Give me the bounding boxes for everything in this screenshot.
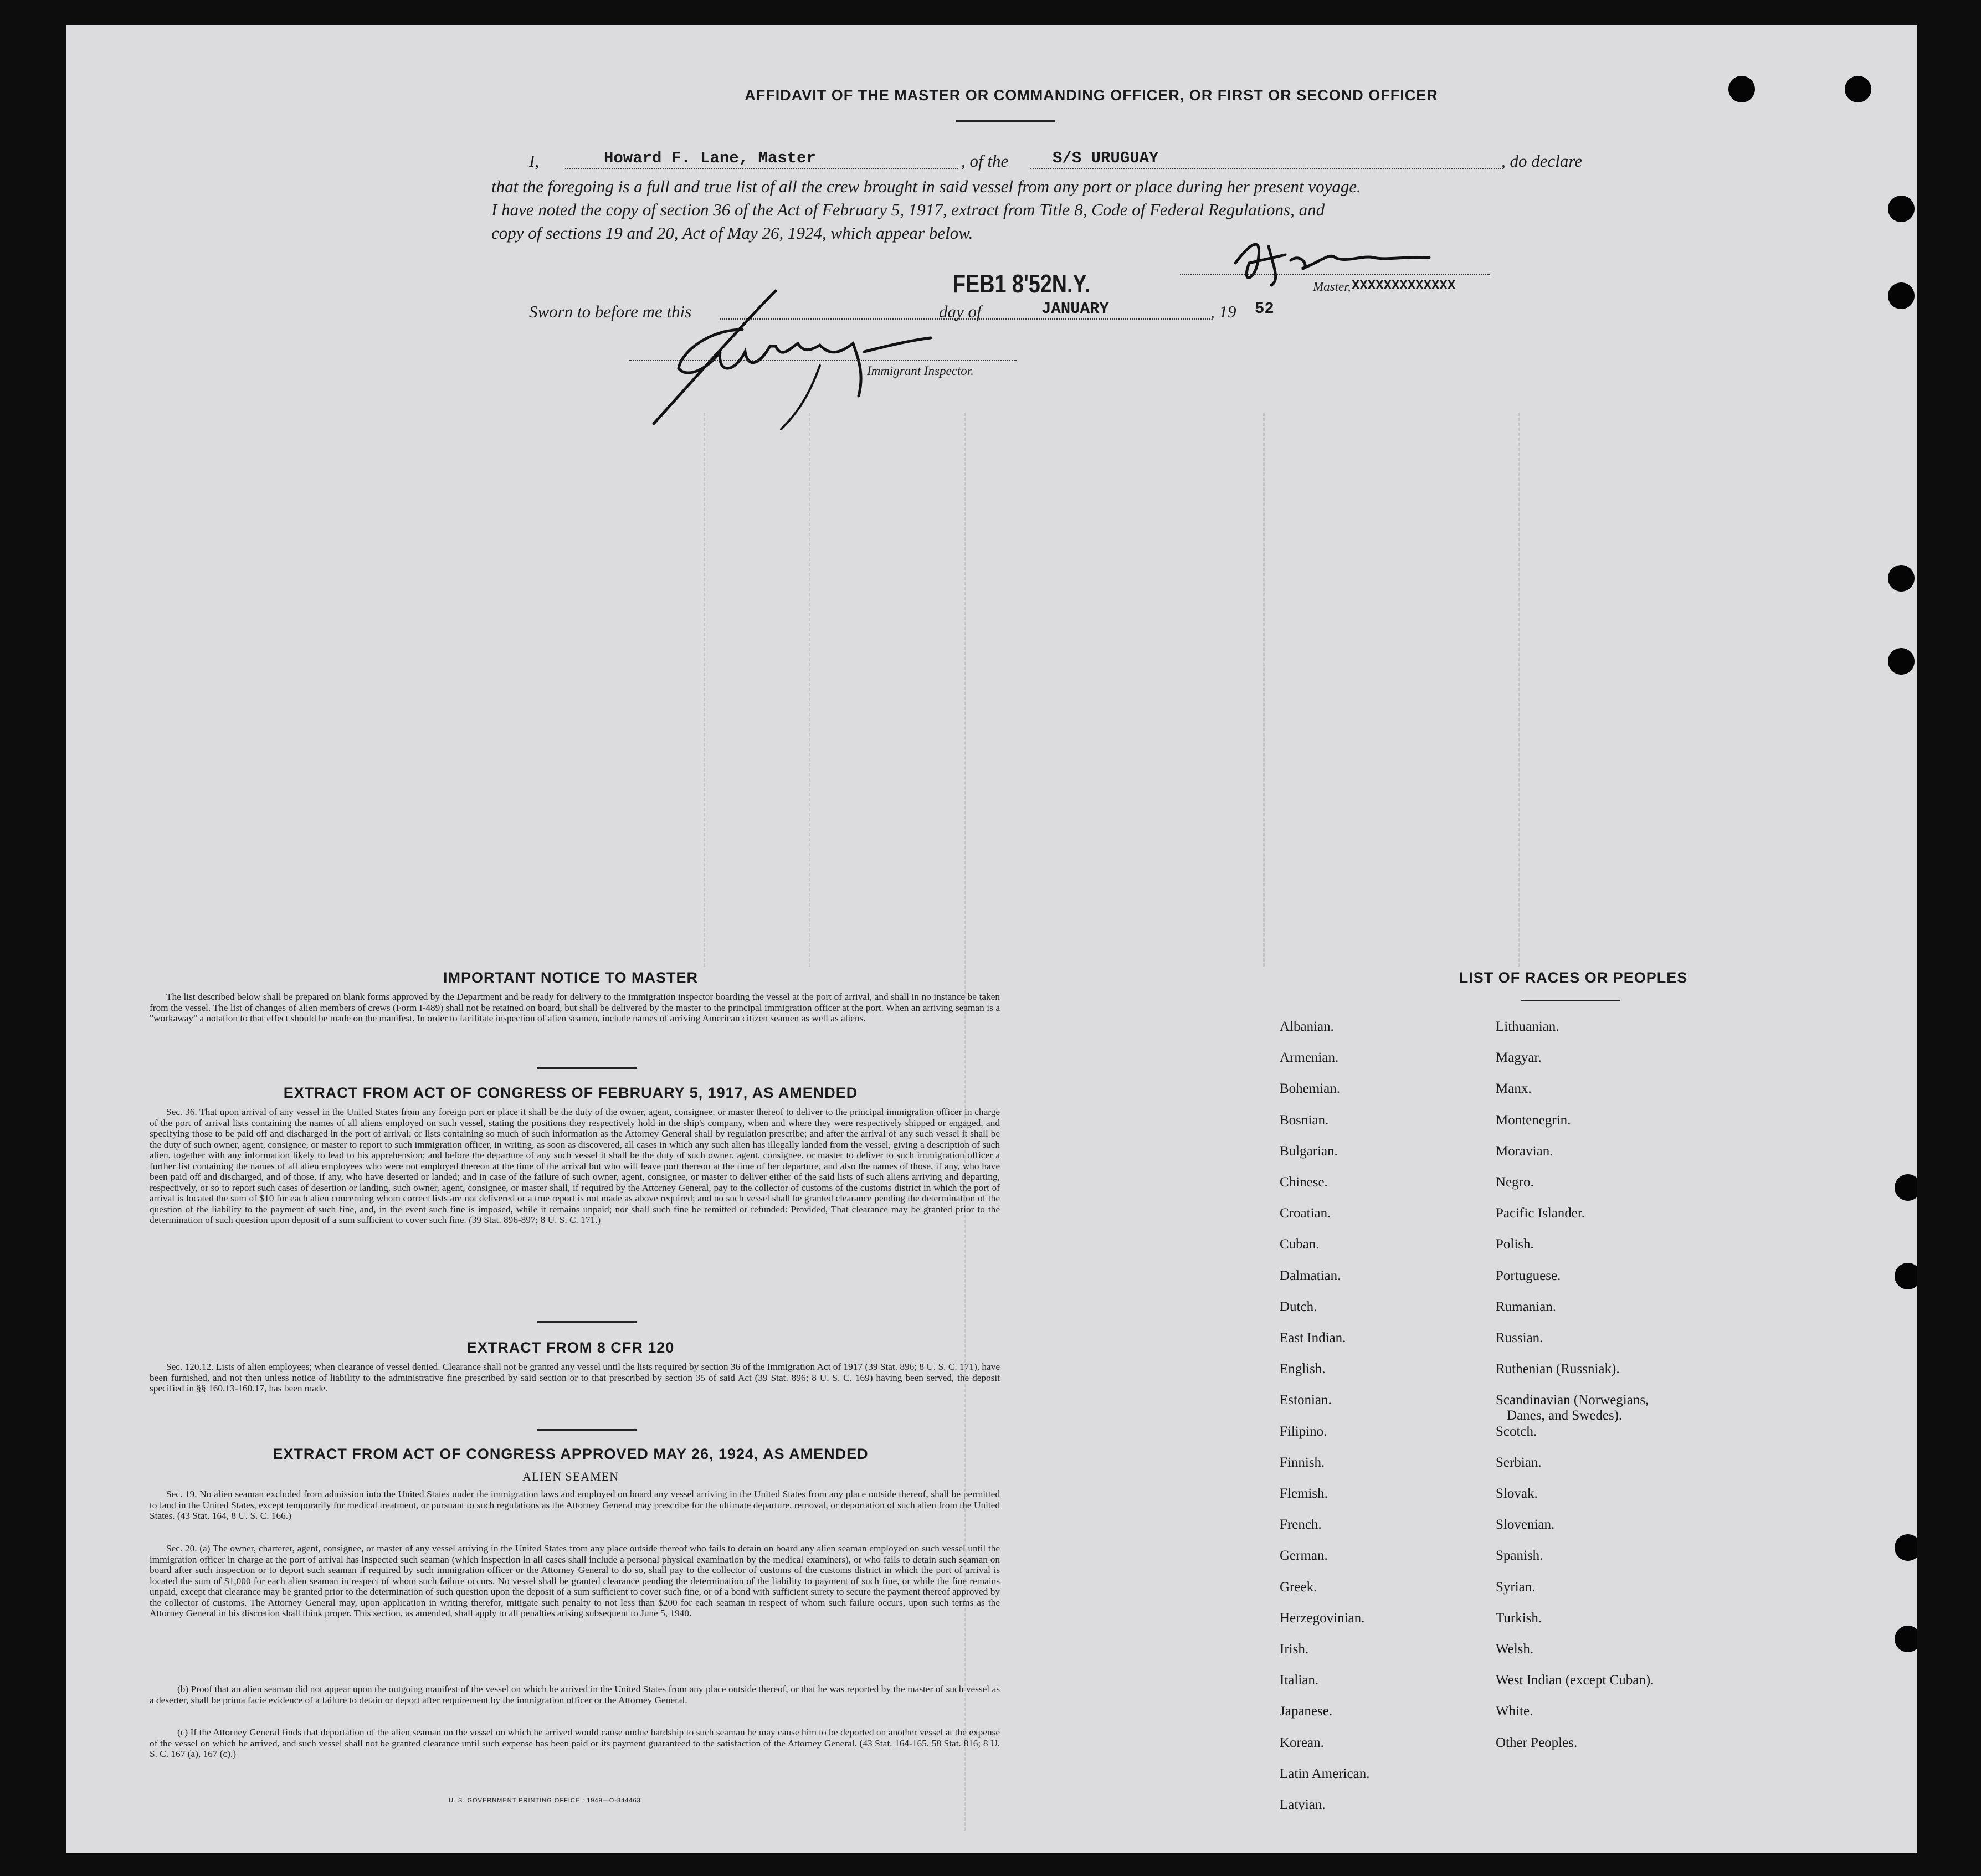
race-item: Herzegovinian. [1280, 1610, 1365, 1626]
race-item: Bohemian. [1280, 1081, 1341, 1097]
race-item: Syrian. [1496, 1579, 1536, 1595]
punch-hole [1895, 1263, 1917, 1289]
bleed-through-line [1263, 413, 1265, 967]
punch-hole [1895, 1174, 1917, 1201]
sworn-label: Sworn to before me this [529, 302, 692, 321]
punch-hole [1728, 76, 1755, 102]
master-struck-text: XXXXXXXXXXXXX [1352, 279, 1456, 294]
extract-1924-sec19: Sec. 19. No alien seaman excluded from admission into the United States under the immigration laws and employed on board any vessel arriving in the United States from any place outside thereof, shall be permitted to land in the United States, except temporarily for medical treatment, or pursuant to such regulations as the Attorney General may prescribe for the ultimate departure, removal, or deportation of such alien from the United States. (43 Stat. 164, 8 U. S. C. 166.) [150, 1489, 1000, 1521]
extract-1924-sec20a: Sec. 20. (a) The owner, charterer, agent, consignee, or master of any vessel arriving in the United States from any place outside thereof who fails to detain on board any alien seaman employed on such vessel until the immigration officer in charge at the port of arrival has inspected such seaman (which inspection in all cases shall include a personal physical examination by the medical examiners), or who fails to detain such seaman on board after such inspection or to deport such seaman if required by such immigration officer or the Attorney General to do so, shall pay to the collector of customs of the customs district in which the port of arrival is located the sum of $1,000 for each alien seaman in respect of whom such failure occurs. No vessel shall be granted clearance pending the determination of the liability to payment of such fine, or while the fine remains unpaid, except that clearance may be granted prior to the determination of such question upon the deposit of a sum sufficient to cover such fine, or of a bond with sufficient surety to secure the payment thereof approved by the collector of customs. The Attorney General may, upon application in writing therefor, mitigate such penalty to not less than $200 for each seaman in respect of whom such failure occurs, upon such terms as the Attorney General in his discretion shall think proper. This section, as amended, shall apply to all penalties arising subsequent to June 5, 1940. [150, 1543, 1000, 1618]
race-item: Korean. [1280, 1735, 1324, 1750]
affidavit-line-2: that the foregoing is a full and true list of all the crew brought in said vessel from any port or place during her present voyage. [491, 177, 1361, 196]
race-item: Serbian. [1496, 1454, 1542, 1470]
extract-1924-title: EXTRACT FROM ACT OF CONGRESS APPROVED MAY 26, 1924, AS AMENDED [273, 1446, 869, 1462]
master-name: Howard F. Lane, Master [604, 149, 816, 167]
punch-hole [1888, 282, 1915, 309]
race-item: Portuguese. [1496, 1268, 1561, 1283]
affidavit-of-the: , of the [961, 151, 1009, 171]
bleed-through-line [704, 413, 705, 967]
divider [956, 120, 1055, 122]
race-item: Irish. [1280, 1642, 1309, 1657]
affidavit-do-declare: , do declare [1501, 151, 1583, 171]
alien-seamen-subtitle: ALIEN SEAMEN [522, 1469, 619, 1483]
notice-title: IMPORTANT NOTICE TO MASTER [443, 969, 698, 986]
dotted-line [994, 318, 1210, 320]
race-item: Slovak. [1496, 1486, 1538, 1501]
race-item: Spanish. [1496, 1548, 1543, 1564]
inspector-label: Immigrant Inspector. [867, 364, 974, 378]
sworn-year: 52 [1255, 300, 1274, 318]
race-item: Croatian. [1280, 1206, 1331, 1221]
race-item: Other Peoples. [1496, 1735, 1578, 1750]
race-item: Scandinavian (Norwegians, [1496, 1392, 1649, 1408]
punch-hole [1895, 1534, 1917, 1561]
race-item: Scotch. [1496, 1423, 1537, 1439]
punch-hole [1888, 648, 1915, 675]
race-item: Turkish. [1496, 1610, 1542, 1626]
affidavit-i: I, [529, 151, 540, 171]
vessel-name: S/S URUGUAY [1053, 149, 1159, 167]
race-item: Greek. [1280, 1579, 1317, 1595]
race-item: White. [1496, 1704, 1533, 1719]
race-item: English. [1280, 1361, 1326, 1377]
race-item: Pacific Islander. [1496, 1206, 1585, 1221]
race-item: Flemish. [1280, 1486, 1328, 1501]
document-sheet [66, 25, 1917, 1853]
race-item: West Indian (except Cuban). [1496, 1673, 1654, 1688]
punch-hole [1895, 1626, 1917, 1652]
master-signature-line [1180, 274, 1490, 275]
bleed-through-line [809, 413, 810, 967]
race-item: Estonian. [1280, 1392, 1332, 1408]
punch-hole [1845, 76, 1871, 102]
master-label: Master, [1313, 280, 1351, 294]
race-item: Russian. [1496, 1330, 1543, 1345]
race-item: Rumanian. [1496, 1299, 1557, 1314]
race-item: Cuban. [1280, 1237, 1320, 1252]
race-item: Chinese. [1280, 1175, 1328, 1190]
race-item: Armenian. [1280, 1050, 1339, 1066]
race-item: Moravian. [1496, 1143, 1553, 1159]
divider [1521, 1000, 1620, 1001]
bleed-through-line [1518, 413, 1520, 967]
extract-cfr-title: EXTRACT FROM 8 CFR 120 [466, 1339, 675, 1356]
sworn-month: JANUARY [1041, 300, 1109, 318]
race-item: Italian. [1280, 1673, 1319, 1688]
divider [537, 1429, 637, 1431]
race-item: Ruthenian (Russniak). [1496, 1361, 1620, 1377]
divider [537, 1321, 637, 1323]
divider [537, 1067, 637, 1069]
race-item: French. [1280, 1517, 1322, 1533]
extract-cfr-text: Sec. 120.12. Lists of alien employees; when clearance of vessel denied. Clearance shall not be granted any vessel until the lists required by section 36 of the Immigration Act of 1917 (39 Stat. 896; 8 U. S. C. 171), have been furnished, and not then unless notice of liability to the administrative fine prescribed by said section or to that prescribed by section 35 of said Act (39 Stat. 896; 8 U. S. C. 169) having been served, the deposit specified in §§ 160.13-160.17, has been made. [150, 1361, 1000, 1394]
race-item: Polish. [1496, 1237, 1534, 1252]
extract-1924-sec20c: (c) If the Attorney General finds that deportation of the alien seaman on the vessel on which he arrived would cause undue hardship to such seaman he may cause him to be deported on another vessel at the expense of the vessel on which he arrived, and such vessel shall not be granted clearance until such expense has been paid or its payment guaranteed to the satisfaction of the Attorney General. (43 Stat. 164-165, 58 Stat. 816; 8 U. S. C. 167 (a), 167 (c).) [150, 1727, 1000, 1759]
extract-1917-text: Sec. 36. That upon arrival of any vessel in the United States from any foreign port or place it shall be the duty of the owner, agent, consignee, or master thereof to deliver to the principal immigration officer in charge of the port of arrival lists containing the names of all aliens employed on such vessel, stating the positions they respectively hold in the ship's company, when and where they were respectively shipped or engaged, and specifying those to be paid off and discharged in the port of arrival; or lists containing so much of such information as the Attorney General shall by regulation prescribe; and after the arrival of any such vessel it shall be the duty of such owner, agent, consignee, or master to report to such immigration officer, in writing, as soon as discovered, all cases in which any such alien has illegally landed from the vessel, giving a description of such alien, together with any information likely to lead to his apprehension; and before the departure of any such vessel it shall be the duty of such owner, agent, consignee, or master to deliver to such immigration officer a further list containing the names of all alien employees who were not employed thereon at the time of the arrival but who will leave port thereon at the time of her departure, and also the names of those, if any, who have been paid off and discharged, and of those, if any, who have deserted or landed; and in case of the failure of such owner, agent, consignee, or master to deliver either of the said lists of such aliens arriving and departing, respectively, or so to report such cases of desertion or landing, such owner, agent, consignee, or master shall, if required by the Attorney General, pay to the collector of customs of the customs district in which the port of arrival is located the sum of $10 for each alien concerning whom correct lists are not delivered or a true report is not made as above required; and no such vessel shall be granted clearance pending the determination of the question of the liability to the payment of such fine, and, in the event such fine is imposed, while it remains unpaid; nor shall such fine be remitted or refunded: Provided, That clearance may be granted prior to the determination of such question upon deposit of a sum sufficient to cover such fine. (39 Stat. 896-897; 8 U. S. C. 171.) [150, 1107, 1000, 1225]
race-item: Welsh. [1496, 1642, 1534, 1657]
races-title: LIST OF RACES OR PEOPLES [1459, 969, 1688, 986]
day-of-label: day of [939, 302, 982, 321]
race-item: Danes, and Swedes). [1507, 1408, 1623, 1423]
race-item: Latin American. [1280, 1766, 1370, 1781]
race-item: Montenegrin. [1496, 1112, 1571, 1128]
race-item: Latvian. [1280, 1797, 1326, 1812]
race-item: Filipino. [1280, 1423, 1327, 1439]
notice-text: The list described below shall be prepared on blank forms approved by the Department and be ready for delivery to the immigration inspector boarding the vessel at the port of arrival, and shall in no instance be taken from the vessel. The list of changes of alien members of crews (Form I-489) shall not be retained on board, but shall be delivered by the master to the principal immigration officer at the port. When an arriving seaman is a "workaway" a notation to that effect should be made on the manifest. In order to facilitate inspection of alien seamen, include names of arriving American citizen seamen as well as aliens. [150, 991, 1000, 1024]
extract-1924-sec20b: (b) Proof that an alien seaman did not appear upon the outgoing manifest of the vessel on which he arrived in the United States from any place outside thereof, or that he was reported by the master of such vessel as a deserter, shall be prima facie evidence of a failure to detain or deport after requirement by the immigration officer or the Attorney General. [150, 1684, 1000, 1705]
race-item: Bosnian. [1280, 1112, 1329, 1128]
punch-hole [1888, 196, 1915, 222]
race-item: Dalmatian. [1280, 1268, 1341, 1283]
year-prefix: , 19 [1210, 302, 1236, 321]
printing-office-note: U. S. GOVERNMENT PRINTING OFFICE : 1949—O-844463 [449, 1797, 641, 1804]
extract-1917-title: EXTRACT FROM ACT OF CONGRESS OF FEBRUARY 5, 1917, AS AMENDED [283, 1085, 858, 1101]
race-item: Negro. [1496, 1175, 1534, 1190]
punch-hole [1888, 565, 1915, 592]
race-item: Albanian. [1280, 1019, 1334, 1034]
dotted-line [1030, 168, 1501, 169]
race-item: Bulgarian. [1280, 1143, 1338, 1159]
race-item: Lithuanian. [1496, 1019, 1559, 1034]
race-item: Finnish. [1280, 1454, 1325, 1470]
race-item: German. [1280, 1548, 1328, 1564]
date-stamp: FEB1 8'52N.Y. [953, 269, 1090, 298]
race-item: Japanese. [1280, 1704, 1333, 1719]
affidavit-line-4: copy of sections 19 and 20, Act of May 26, 1924, which appear below. [491, 223, 973, 243]
race-item: East Indian. [1280, 1330, 1346, 1345]
race-item: Manx. [1496, 1081, 1532, 1097]
inspector-signature-line [629, 360, 1017, 361]
affidavit-line-3: I have noted the copy of section 36 of the Act of February 5, 1917, extract from Title 8, Code of Federal Regulations, and [491, 200, 1325, 219]
race-item: Dutch. [1280, 1299, 1317, 1314]
race-item: Slovenian. [1496, 1517, 1555, 1533]
affidavit-title: AFFIDAVIT OF THE MASTER OR COMMANDING OFFICER, OR FIRST OR SECOND OFFICER [745, 87, 1438, 104]
race-item: Magyar. [1496, 1050, 1542, 1066]
dotted-line [565, 168, 958, 169]
